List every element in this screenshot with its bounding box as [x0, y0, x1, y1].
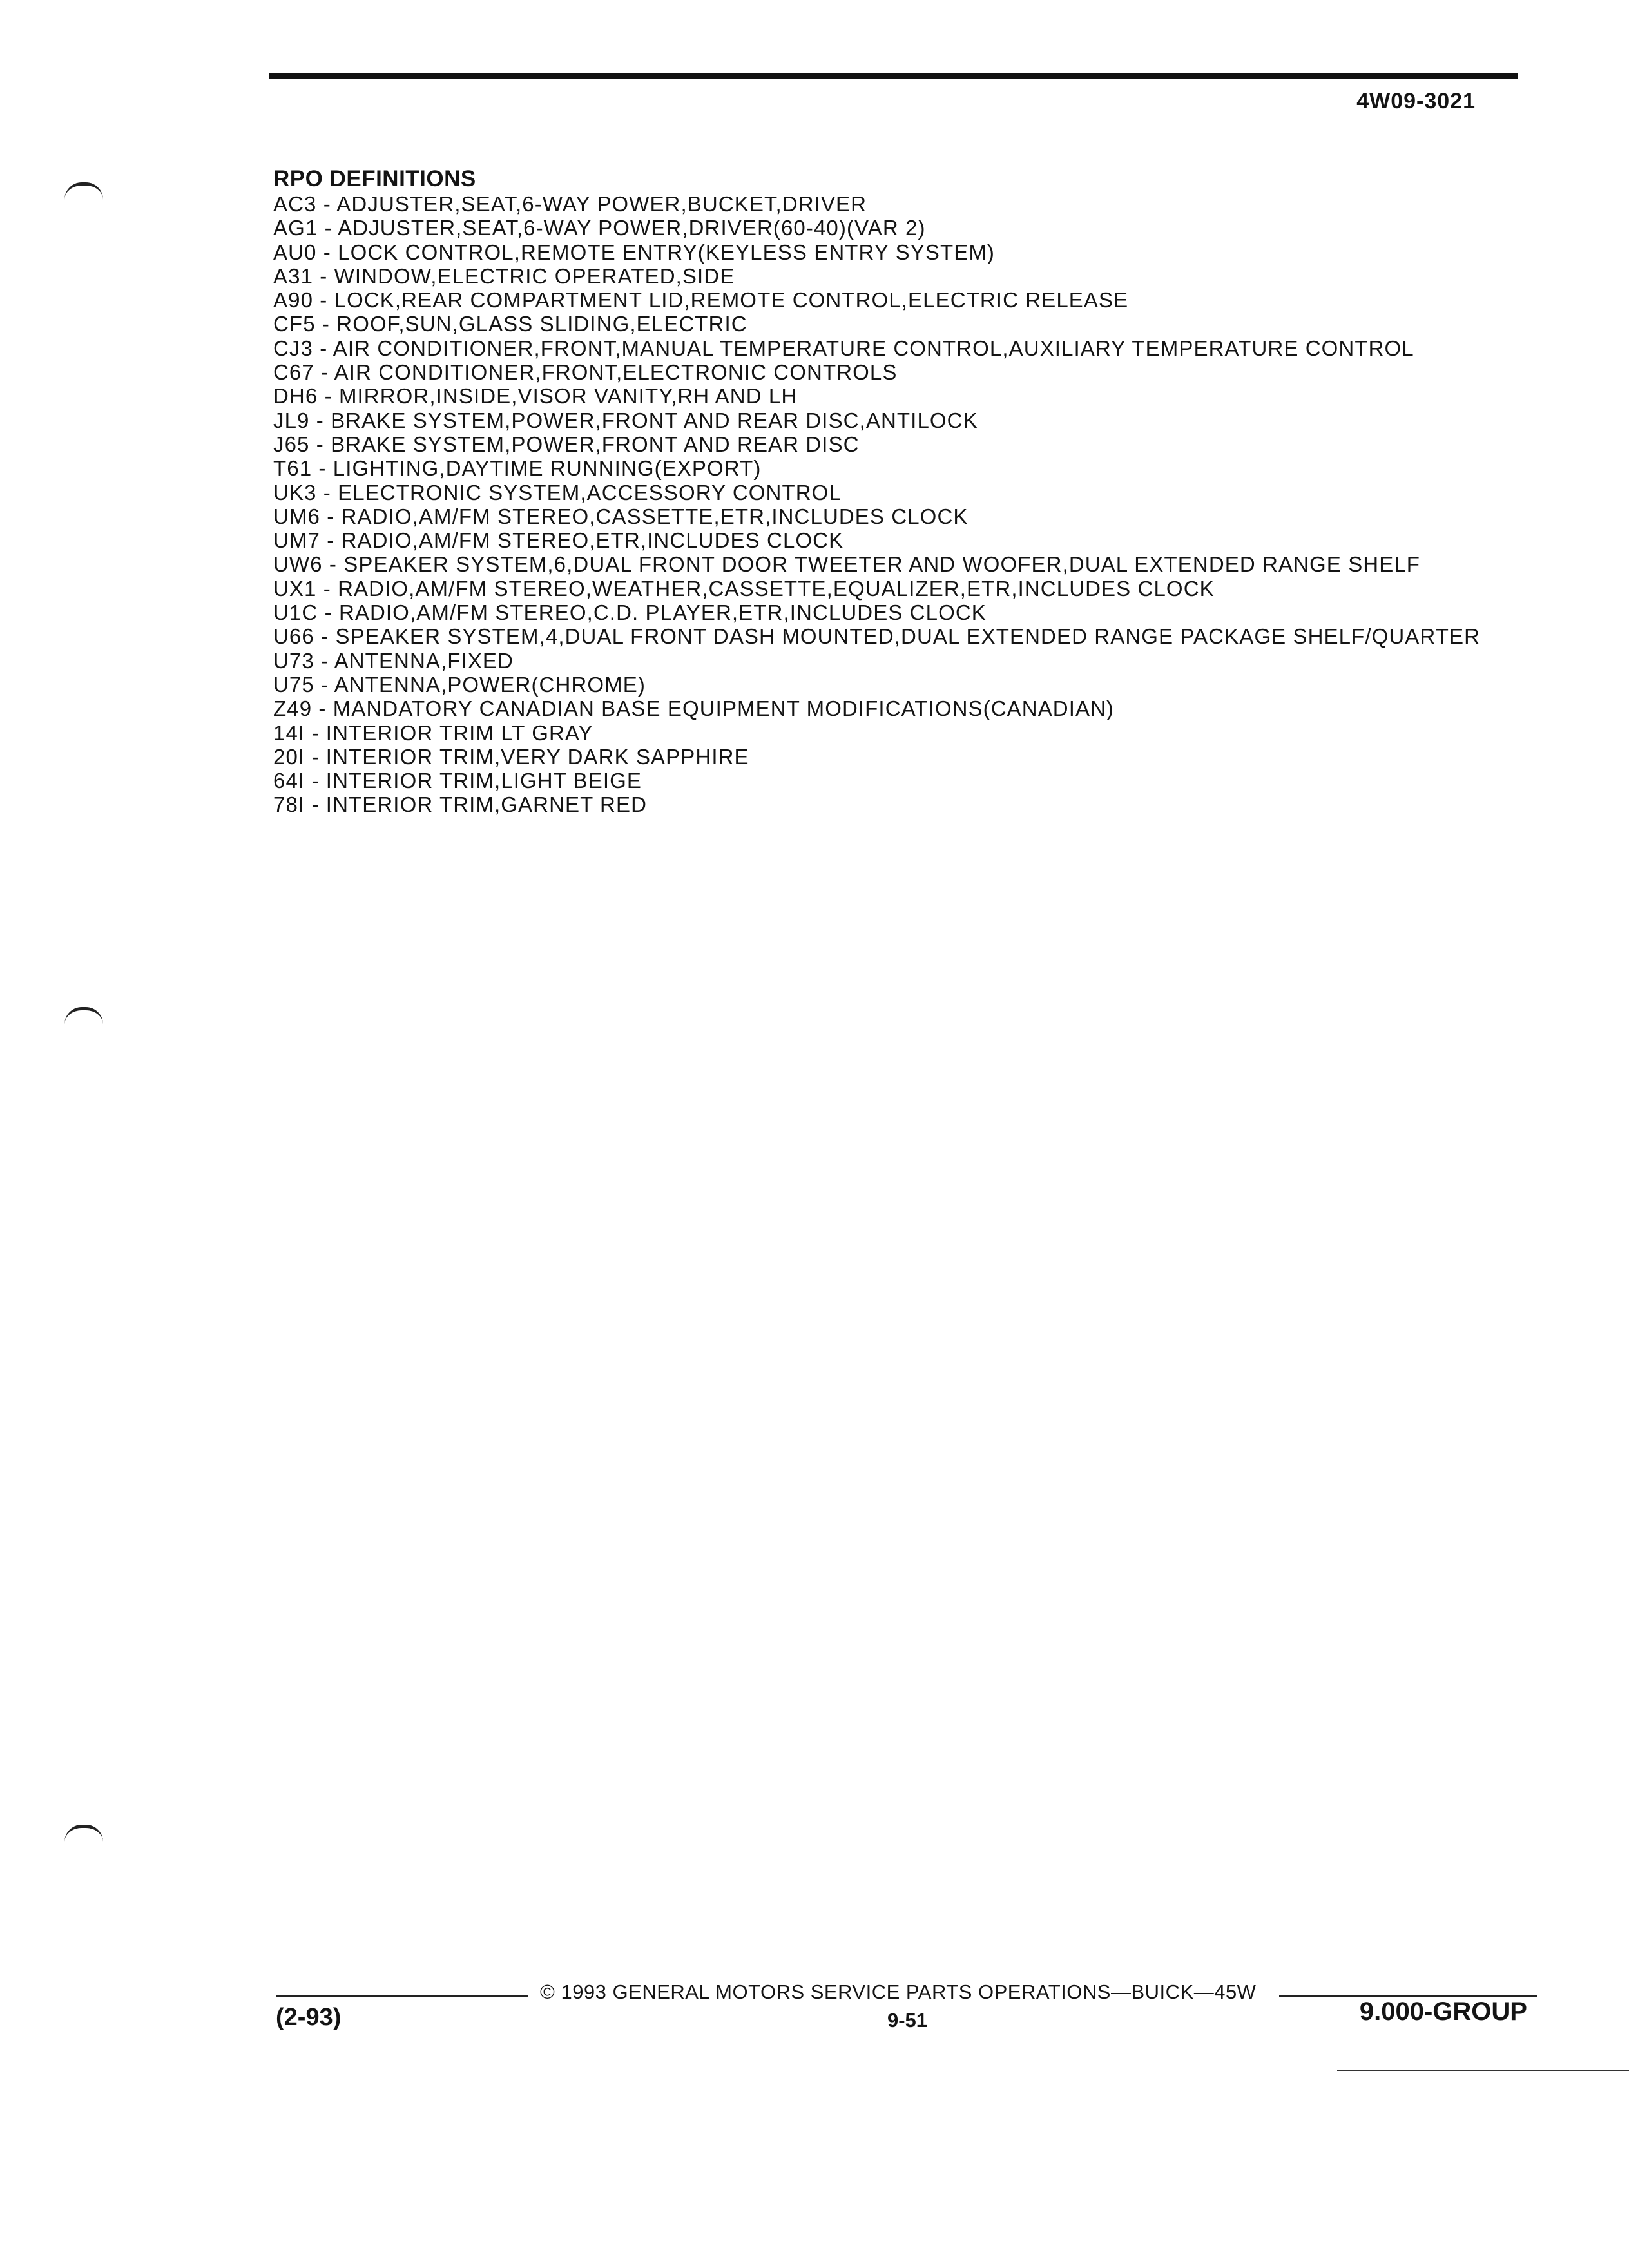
list-item: UW6 - SPEAKER SYSTEM,6,DUAL FRONT DOOR TWEETER AND WOOFER,DUAL EXTENDED RANGE SHELF: [273, 552, 1421, 577]
list-item: Z49 - MANDATORY CANADIAN BASE EQUIPMENT MODIFICATIONS(CANADIAN): [273, 697, 1115, 721]
list-item: DH6 - MIRROR,INSIDE,VISOR VANITY,RH AND LH: [273, 384, 798, 408]
list-item: 20I - INTERIOR TRIM,VERY DARK SAPPHIRE: [273, 744, 749, 769]
list-item: J65 - BRAKE SYSTEM,POWER,FRONT AND REAR DISC: [273, 432, 860, 456]
header-rule: [269, 73, 1518, 79]
revision-date: (2-93): [276, 2004, 342, 2031]
list-item: 14I - INTERIOR TRIM LT GRAY: [273, 720, 593, 745]
binder-mark-icon: [64, 182, 103, 200]
group-label: 9.000-GROUP: [1359, 1997, 1527, 2026]
list-item: UK3 - ELECTRONIC SYSTEM,ACCESSORY CONTROL: [273, 480, 842, 505]
list-item: A31 - WINDOW,ELECTRIC OPERATED,SIDE: [273, 264, 735, 288]
list-item: CF5 - ROOF,SUN,GLASS SLIDING,ELECTRIC: [273, 312, 747, 336]
bottom-rule: [1337, 2070, 1629, 2071]
list-item: T61 - LIGHTING,DAYTIME RUNNING(EXPORT): [273, 456, 762, 481]
rpo-list: [273, 192, 1549, 817]
footer-rule-right: [1279, 1995, 1537, 1997]
rpo-definitions-section: [273, 166, 1549, 817]
document-number: 4W09-3021: [1356, 89, 1476, 113]
page-number: 9-51: [887, 2009, 928, 2032]
section-heading: RPO DEFINITIONS: [273, 166, 476, 191]
list-item: U66 - SPEAKER SYSTEM,4,DUAL FRONT DASH MOUNTED,DUAL EXTENDED RANGE PACKAGE SHELF/QUARTER: [273, 624, 1481, 649]
list-item: UX1 - RADIO,AM/FM STEREO,WEATHER,CASSETTE,EQUALIZER,ETR,INCLUDES CLOCK: [273, 576, 1215, 601]
list-item: JL9 - BRAKE SYSTEM,POWER,FRONT AND REAR DISC,ANTILOCK: [273, 408, 978, 432]
list-item: U73 - ANTENNA,FIXED: [273, 648, 514, 673]
binder-mark-icon: [64, 1007, 103, 1024]
list-item: U75 - ANTENNA,POWER(CHROME): [273, 672, 646, 697]
list-item: UM7 - RADIO,AM/FM STEREO,ETR,INCLUDES CLOCK: [273, 528, 844, 553]
list-item: CJ3 - AIR CONDITIONER,FRONT,MANUAL TEMPERATURE CONTROL,AUXILIARY TEMPERATURE CONTROL: [273, 336, 1414, 360]
list-item: A90 - LOCK,REAR COMPARTMENT LID,REMOTE CONTROL,ELECTRIC RELEASE: [273, 288, 1129, 312]
copyright-line: © 1993 GENERAL MOTORS SERVICE PARTS OPERATIONS—BUICK—45W: [540, 1981, 1257, 2003]
list-item: AU0 - LOCK CONTROL,REMOTE ENTRY(KEYLESS ENTRY SYSTEM): [273, 240, 996, 264]
list-item: AG1 - ADJUSTER,SEAT,6-WAY POWER,DRIVER(60-40)(VAR 2): [273, 216, 926, 240]
list-item: 78I - INTERIOR TRIM,GARNET RED: [273, 793, 648, 817]
list-item: AC3 - ADJUSTER,SEAT,6-WAY POWER,BUCKET,DRIVER: [273, 192, 867, 216]
list-item: C67 - AIR CONDITIONER,FRONT,ELECTRONIC CONTROLS: [273, 360, 898, 385]
list-item: U1C - RADIO,AM/FM STEREO,C.D. PLAYER,ETR,INCLUDES CLOCK: [273, 601, 987, 625]
list-item: 64I - INTERIOR TRIM,LIGHT BEIGE: [273, 769, 642, 793]
list-item: UM6 - RADIO,AM/FM STEREO,CASSETTE,ETR,INCLUDES CLOCK: [273, 504, 969, 528]
binder-mark-icon: [64, 1825, 103, 1842]
footer-rule-left: [276, 1995, 528, 1997]
